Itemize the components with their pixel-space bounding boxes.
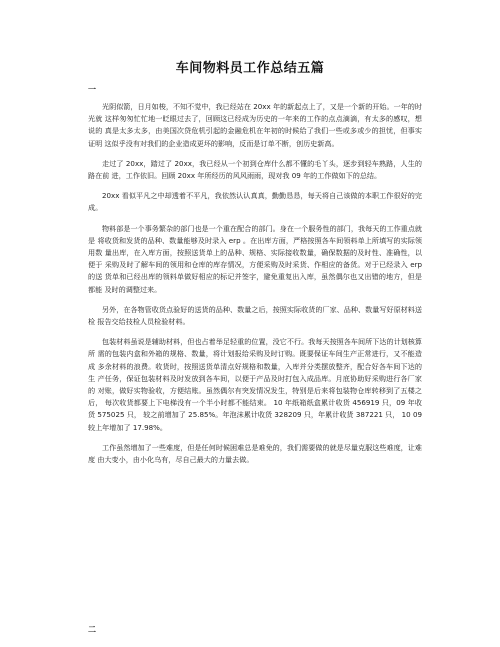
paragraph: 包装材料虽说是辅助材料，但也占着举足轻重的位置，没它不行。我每天按照各车间所下达的计划核算所 需的包装内盒和外箱的规格、数量，将计划报给采购及时订购。既要保证车间生产正常进行，又不能造成 多余材料的浪费。收货时，按照送货单清点好规格和数量，入库并分类摆放整齐，配合好各车间下达的生 产任务，保证包装材料及时发放到各车间，以便于产品及时打包入成品库。月底协助好采购进行各厂家的 对账，做好实物验收，方便结账。虽然偶尔有突发情况发生，特别是后来将包装物仓库转移到了五楼之后， 每次收货都要上下电梯没有一个半小时都不能结束。 10 年纸箱纸盒累计收货 456919 只，09 年收货 575025 只， 较之前增加了 25.85%。年泡沫累计收货 328209 只，年累计收货 387221 只， 10 09 较上年增加了 17.98%。 (88, 337, 422, 432)
paragraph: 另外，在各物管收货点验好的送货的品种、数量之后，按照实际收货的厂家、品种、数量写好原材料送检 报告交给技检人员检验材料。 (88, 304, 422, 327)
document-title: 车间物料员工作总结五篇 (175, 61, 325, 76)
paragraph: 物料部是一个事务繁杂的部门也是一个重在配合的部门。身在一个服务性的部门，我每天的工作重点就是 将收货和发货的品种、数量能够及时录入 erp 。在出库方面，严格按照各车间领料单上所填写的实际领用数 量出库，在入库方面，按照送货单上的品种、规格、实际接收数量，确保数据的及时性、准确性，以便于 采购及时了解车间的领用和仓库的库存情况，方便采购及时采货、作相应的备货。对于已经录入 erp 的送 货单和已经出库的领料单做好相应的标记并签字，避免重复出入库，虽然偶尔也又出错的地方，但是都能 及时的调整过来。 (88, 223, 422, 294)
paragraph: 光阴似箭，日月如梭，不知不觉中，我已经站在 20xx 年的新起点上了，又是一个新的开始。一年的时光就 这样匆匆忙忙地一眨眼过去了，回顾这已经成为历史的一年来的工作的点点滴滴，有太多的感叹，想说的 真是太多太多，由美国次贷危机引起的金融危机在年初的时候给了我们一些或多或少的担忧，但事实证明 这似乎没有对我们的企业造成更坏的影响，反而是订单不断，创历史新高。 (88, 102, 422, 148)
paragraph: 20xx 看似平凡之中却透着不平凡，我依然认认真真，勤勤恳恳，每天将自己该做的本职工作很好的完成。 (88, 191, 422, 213)
paragraph: 走过了 20xx，踏过了 20xx，我已经从一个初到仓库什么都不懂的毛丫头，逐步到轻车熟路，人生的路在前 进，工作依旧。回顾 20xx 年所经历的风风雨雨，现对我 09 年的工作做如下的总结。 (88, 158, 422, 181)
document-body (88, 101, 422, 466)
section-heading-one: 一 (88, 85, 96, 94)
section-heading-two: 二 (88, 625, 96, 634)
paragraph: 工作虽然增加了一些难度，但是任何时候困难总是难免的，我们需要做的就是尽量克服这些难度，让难度 由大变小，由小化乌有，尽自己最大的力量去做。 (88, 442, 422, 465)
